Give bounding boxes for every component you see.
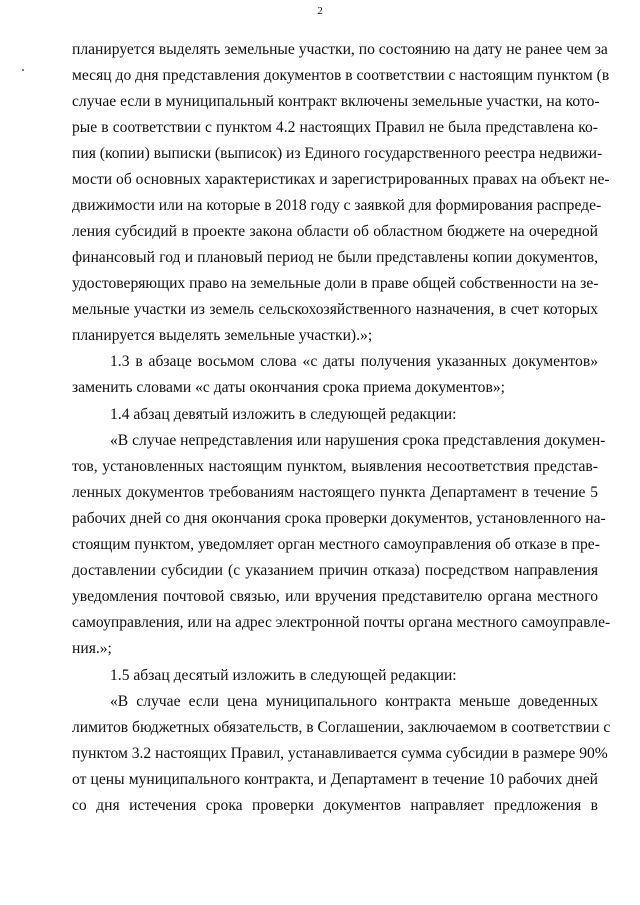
text-line: планируется выделять земельные участки, по состоянию на дату не ранее чем за (72, 41, 608, 58)
page-number: 2 (317, 5, 323, 17)
text-line: финансовый год и плановый период не были представлены копии документов, (72, 249, 598, 266)
text-line: заменить словами «с даты окончания срока приема документов»; (72, 379, 505, 396)
text-line: 1.5 абзац десятый изложить в следующей редакции: (110, 667, 457, 684)
text-line: движимости или на которые в 2018 году с заявкой для формирования распреде- (72, 197, 602, 214)
text-line: ния.»; (72, 640, 112, 657)
text-line: планируется выделять земельные участки).»; (72, 327, 373, 344)
text-line: лимитов бюджетных обязательств, в Соглашении, заключаемом в соответствии с (72, 719, 611, 736)
text-line: ления субсидий в проекте закона области об областном бюджете на очередной (72, 223, 598, 240)
text-line: удостоверяющих право на земельные доли в праве общей собственности на зе- (72, 275, 599, 292)
text-line: случае если в муниципальный контракт включены земельные участки, на кото- (72, 93, 600, 110)
text-line: тов, установленных настоящим пунктом, выявления несоответствия представ- (72, 458, 598, 475)
text-line: самоуправления, или на адрес электронной почты органа местного самоуправле- (72, 614, 611, 631)
margin-mark (22, 69, 24, 71)
text-line: доставлении субсидии (с указанием причин отказа) посредством направления (72, 562, 598, 579)
text-line: мельные участки из земель сельскохозяйственного назначения, в счет которых (72, 301, 598, 318)
text-line: 1.3 в абзаце восьмом слова «с даты получения указанных документов» (110, 353, 598, 370)
text-line: ленных документов требованиям настоящего пункта Департамент в течение 5 (72, 484, 598, 501)
text-line: пунктом 3.2 настоящих Правил, устанавливается сумма субсидии в размере 90% (72, 745, 608, 762)
text-line: уведомления почтовой связью, или вручения представителю органа местного (72, 588, 598, 605)
text-line: от цены муниципального контракта, и Департамент в течение 10 рабочих дней (72, 771, 598, 788)
text-line: пия (копии) выписки (выписок) из Единого государственного реестра недвижи- (72, 145, 603, 162)
text-line: со дня истечения срока проверки документов направляет предложения в (72, 797, 598, 814)
text-line: мости об основных характеристиках и зарегистрированных правах на объект не- (72, 171, 610, 188)
text-line: «В случае непредставления или нарушения срока представления докумен- (110, 432, 606, 449)
text-line: 1.4 абзац девятый изложить в следующей редакции: (110, 406, 457, 423)
text-line: «В случае если цена муниципального контракта меньше доведенных (110, 693, 598, 710)
text-line: стоящим пунктом, уведомляет орган местного самоуправления об отказе в пре- (72, 536, 600, 553)
text-line: месяц до дня представления документов в соответствии с настоящим пунктом (в (72, 67, 610, 84)
text-line: рабочих дней со дня окончания срока проверки документов, установленного на- (72, 510, 606, 527)
text-line: рые в соответствии с пунктом 4.2 настоящих Правил не была представлена ко- (72, 119, 598, 136)
